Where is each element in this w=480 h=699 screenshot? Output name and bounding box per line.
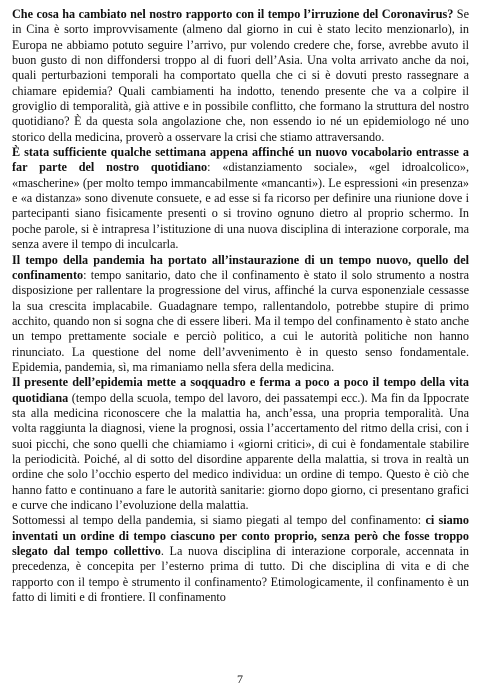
text-run: Se in Cina è sorto improvvisamente (almeno dal giorno in cui è stato lecito menzionarlo), in Europa ne abbiamo potuto seguire l’arrivo, pur volendo credere che, forse, avrebbe avuto il buon gusto di non diffondersi troppo al di fuori dell’Asia. Una volta arrivato anche da noi, quali perturbazioni temporali ha comportato quella che ci si è dovuti presto rassegnare a chiamare epidemia? Quali cambiamenti ha indotto, tenendo presente che va a colpire il groviglio di temporalità, già attive e in possibile conflitto, che formano la struttura del nostro quotidiano? È da questa sola angolazione che, non essendo io né un epidemiologo né uno storico della medicina, proverò a osservare la crisi che stiamo attraversando. [12, 7, 469, 144]
paragraph [12, 375, 469, 513]
paragraph [12, 145, 469, 252]
bold-text-run: Che cosa ha cambiato nel nostro rapporto con il tempo l’irruzione del Coronavirus? [12, 7, 454, 21]
paragraph [12, 253, 469, 376]
bold-text-run: Il tempo della pandemia ha portato all’instaurazione di un tempo nuovo, quello del confinamento [12, 252, 469, 282]
text-run: Sottomessi al tempo della pandemia, si siamo piegati al tempo del confinamento: [12, 513, 426, 528]
body-text [12, 7, 469, 605]
paragraph [12, 513, 469, 605]
text-run: : tempo sanitario, dato che il confinamento è stato il solo strumento a nostra disposizione per rallentare la progressione del virus, affinché la curva esponenziale cessasse la sua crescita implacabile. Guadagnare tempo, rallentandolo, potrebbe stupire di primo acchito, quando non si sogna che di essere liberi. Ma il tempo del confinamento è stato anche un tempo prettamente sociale e perciò politico, a cui le autorità politiche non hanno rinunciato. La questione del nome dell’avvenimento è in questo senso fondamentale. Epidemia, pandemia, sì, ma rimaniamo nella sfera della medicina. [12, 267, 469, 374]
page-number: 7 [237, 672, 243, 686]
text-run: : «distanziamento sociale», «gel idroalcolico», «mascherine» (per molto tempo immancabilmente «mancanti»). Le espressioni «in presenza» e «a distanza» sono divenute consuete, e ad esse si fa ricorso per definire una riunione dove i partecipanti siano fisicamente presenti o si trovino ognuno dietro al proprio schermo. In poche parole, si è intrapresa l’istituzione di una nuova disciplina di interazione corporale, ma senza avere il tempo di inculcarla. [12, 160, 469, 252]
bold-text-run: È stata sufficiente qualche settimana appena affinché un nuovo vocabolario entrasse a far parte del nostro quotidiano [12, 145, 469, 175]
text-run: . La nuova disciplina di interazione corporale, accennata in precedenza, è concepita per l’esterno prima di tutto. Di che disciplina di vita e di che rapporto con il tempo è strumento il confinamento? Etimologicamente, il confinamento è un fatto di limiti e di frontiere. Il confinamento [12, 544, 469, 605]
bold-text-run: Il presente dell’epidemia mette a soqquadro e ferma a poco a poco il tempo della vita quotidiana [12, 375, 469, 405]
text-run: (tempo della scuola, tempo del lavoro, dei passatempi ecc.). Ma fin da Ippocrate sta alla medicina riconoscere che la malattia ha, anch’essa, una propria temporalità. Una volta raggiunta la diagnosi, viene la prognosi, ossia l’accertamento del ritmo della crisi, con i suoi picchi, che sono quelli che chiamiamo i «giorni critici», di cui è fondamentale stabilire la periodicità. Poiché, al di sotto del disordine apparente della malattia, si trova in realtà un ordine che solo l’occhio esperto del medico individua: un ordine di tempo. Questo è ciò che hanno fatto e continuano a fare le autorità sanitarie: giorno dopo giorno, ci presentano grafici e curve che indicano l’evoluzione della malattia. [12, 390, 469, 512]
bold-text-run: ci siamo inventati un ordine di tempo ciascuno per conto proprio, senza però che fosse troppo slegato dal tempo collettivo [12, 513, 470, 559]
paragraph [12, 7, 469, 145]
